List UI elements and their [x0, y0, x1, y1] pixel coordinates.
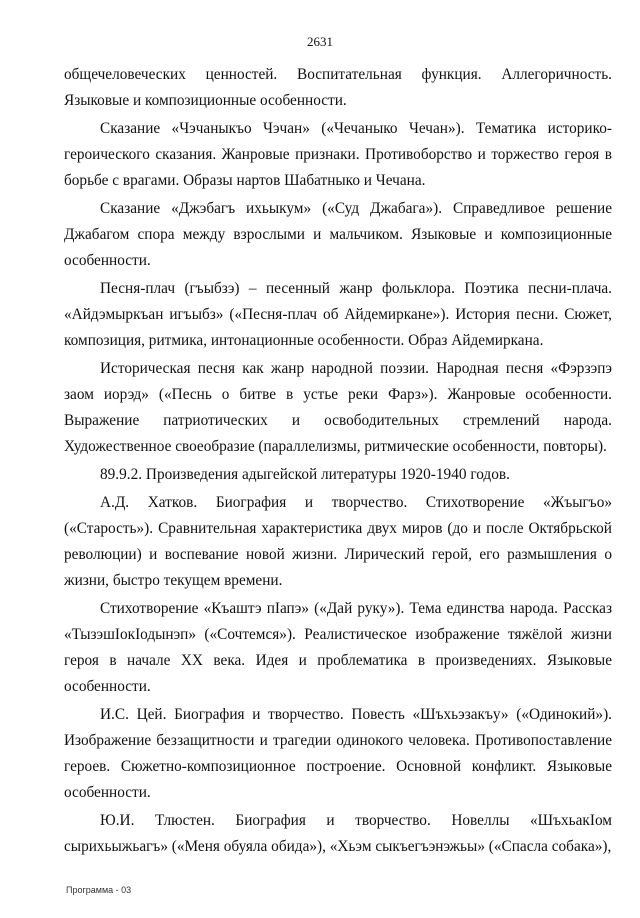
- paragraph-10: Ю.И. Тлюстен. Биография и творчество. Новеллы «ШъхьакIом сырихьыжьагъ» («Меня обуяла обида»), «Хьэм сыкъегъэнэжьы» («Спасла собака»),: [64, 812, 612, 855]
- paragraph-5: Историческая песня как жанр народной поэзии. Народная песня «Фэрзэпэ заом иорэд» («Песнь о битве в устье реки Фарз»). Жанровые особенности. Выражение патриотических и освободительных стремлений народа. Художественное своеобразие (параллелизмы, ритмические особенности, повторы).: [64, 360, 612, 455]
- body-text: [64, 62, 612, 862]
- paragraph-7: А.Д. Хатков. Биография и творчество. Стихотворение «Жъыгъо» («Старость»). Сравнительная характеристика двух миров (до и после Октябрьской революции) и воспевание новой жизни. Лирический герой, его размышления о жизни, быстро текущем времени.: [64, 494, 612, 589]
- paragraph-9: И.С. Цей. Биография и творчество. Повесть «Шъхьэзакъу» («Одинокий»). Изображение беззащитности и трагедии одинокого человека. Противопоставление героев. Сюжетно-композиционное построение. Основной конфликт. Языковые особенности.: [64, 706, 612, 801]
- section-heading: 89.9.2. Произведения адыгейской литературы 1920-1940 годов.: [100, 466, 510, 483]
- paragraph-4: Песня-плач (гъыбзэ) – песенный жанр фольклора. Поэтика песни-плача. «Айдэмыркъан игъыбз» («Песня-плач об Айдемиркане»). История песни. Сюжет, композиция, ритмика, интонационные особенности. Образ Айдемиркана.: [64, 280, 612, 349]
- paragraph-2: Сказание «Чэчаныкъо Чэчан» («Чечаныко Чечан»). Тематика историко-героического сказания. Жанровые признаки. Противоборство и торжество героя в борьбе с врагами. Образы нартов Шабатныко и Чечана.: [64, 120, 612, 189]
- paragraph-1: общечеловеческих ценностей. Воспитательная функция. Аллегоричность. Языковые и композиционные особенности.: [64, 66, 612, 109]
- page-number: 2631: [307, 34, 333, 49]
- paragraph-8: Стихотворение «Къаштэ пIапэ» («Дай руку»). Тема единства народа. Рассказ «ТызэшIокIодынэп» («Сочтемся»). Реалистическое изображение тяжёлой жизни героя в начале XX века. Идея и проблематика в произведениях. Языковые особенности.: [64, 600, 612, 695]
- footer-label: Программа - 03: [66, 885, 132, 895]
- paragraph-3: Сказание «Джэбагъ ихьыкум» («Суд Джабага»). Справедливое решение Джабагом спора между взрослыми и мальчиком. Языковые и композиционные особенности.: [64, 200, 612, 269]
